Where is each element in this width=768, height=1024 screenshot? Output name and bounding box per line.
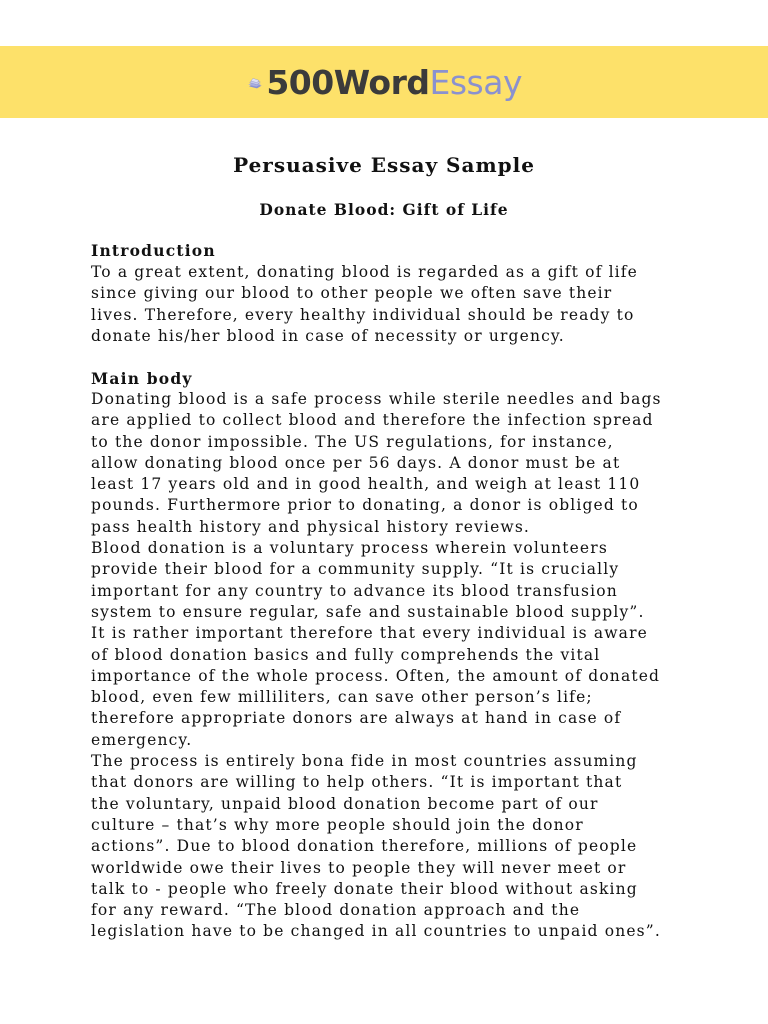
text-line: legislation have to be changed in all countries to unpaid ones”. xyxy=(91,922,661,941)
text-line: are applied to collect blood and therefore the infection spread xyxy=(91,411,654,430)
text-line: least 17 years old and in good health, and weigh at least 110 xyxy=(91,475,641,494)
intro-paragraph xyxy=(91,262,671,347)
text-line: system to ensure regular, safe and sustainable blood supply”. xyxy=(91,602,645,621)
text-line: culture – that’s why more people should join the donor xyxy=(91,815,584,834)
text-line: blood, even few milliliters, can save other person’s life; xyxy=(91,688,593,707)
text-line: to the donor impossible. The US regulations, for instance, xyxy=(91,432,614,451)
site-logo[interactable] xyxy=(247,57,522,109)
text-line: therefore appropriate donors are always at hand in case of xyxy=(91,709,622,728)
intro-heading: Introduction xyxy=(91,241,216,260)
main-body-heading: Main body xyxy=(91,369,193,388)
text-line: of blood donation basics and fully comprehends the vital xyxy=(91,645,601,664)
text-line: since giving our blood to other people we often save their xyxy=(91,284,613,303)
stacked-papers-icon xyxy=(247,63,262,103)
text-line: the voluntary, unpaid blood donation become part of our xyxy=(91,794,599,813)
text-line: The process is entirely bona fide in most countries assuming xyxy=(91,752,638,771)
text-line: It is rather important therefore that every individual is aware xyxy=(91,624,648,643)
logo-wordmark xyxy=(266,63,522,103)
main-body-paragraphs xyxy=(91,389,671,943)
logo-text-bold: 500Word xyxy=(266,63,430,102)
text-line: actions”. Due to blood donation therefore, millions of people xyxy=(91,837,638,856)
text-line: for any reward. “The blood donation approach and the xyxy=(91,901,581,920)
text-line: Blood donation is a voluntary process wherein volunteers xyxy=(91,539,608,558)
essay-title: Persuasive Essay Sample xyxy=(233,153,535,177)
text-line: emergency. xyxy=(91,730,193,749)
essay-subtitle: Donate Blood: Gift of Life xyxy=(259,200,509,219)
text-line: that donors are willing to help others. “It is important that xyxy=(91,773,623,792)
logo-text-light: Essay xyxy=(429,63,522,102)
text-line: pounds. Furthermore prior to donating, a donor is obliged to xyxy=(91,496,639,515)
text-line: talk to - people who freely donate their blood without asking xyxy=(91,879,638,898)
text-line: donate his/her blood in case of necessity or urgency. xyxy=(91,326,565,345)
text-line: Donating blood is a safe process while sterile needles and bags xyxy=(91,390,662,408)
text-line: pass health history and physical history reviews. xyxy=(91,517,531,536)
text-line: To a great extent, donating blood is regarded as a gift of life xyxy=(91,263,639,281)
text-line: lives. Therefore, every healthy individual should be ready to xyxy=(91,305,635,324)
text-line: allow donating blood once per 56 days. A donor must be at xyxy=(91,453,621,472)
text-line: importance of the whole process. Often, the amount of donated xyxy=(91,666,661,685)
text-line: provide their blood for a community supply. “It is crucially xyxy=(91,560,620,579)
text-line: worldwide owe their lives to people they will never meet or xyxy=(91,858,627,877)
text-line: important for any country to advance its blood transfusion xyxy=(91,581,618,600)
